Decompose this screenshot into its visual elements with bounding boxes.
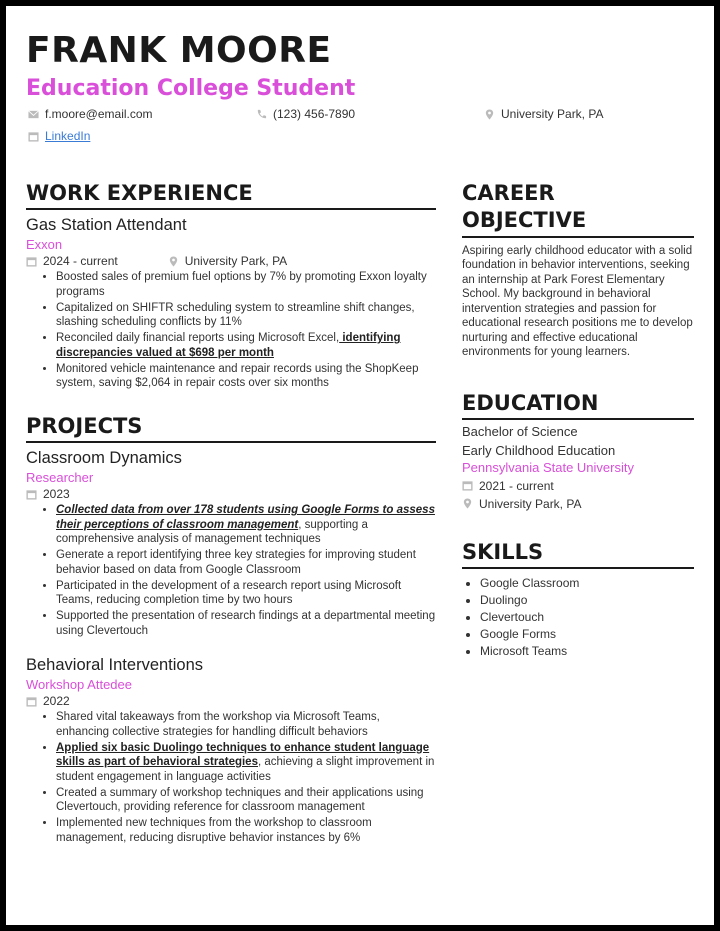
list-item: • Participated in the development of a research report using Microsoft Teams, reducing completion time by two hours (56, 579, 436, 608)
job-dates: 2024 - current (43, 254, 118, 269)
envelope-icon (28, 109, 39, 120)
bullet-text: , supporting a comprehensive analysis of management techniques (56, 518, 368, 546)
list-item: • Capitalized on SHIFTR scheduling system to streamline shift changes, slashing scheduling conflicts by 11% (56, 301, 436, 330)
skill-item: • Google Forms (480, 626, 694, 643)
email-text: f.moore@email.com (45, 107, 153, 121)
list-item: • Generate a report identifying three key strategies for improving student behavior based on data from Google Classroom (56, 548, 436, 577)
job-meta (26, 254, 436, 268)
calendar-icon (26, 256, 37, 267)
location-pin-icon (462, 498, 473, 509)
bullet-highlight: Collected data from over 178 students using Google Forms to assess their perceptions of classroom management (56, 504, 435, 531)
list-item (56, 503, 436, 547)
field-of-study: Early Childhood Education (462, 442, 616, 458)
calendar-icon (462, 480, 473, 491)
work-experience-heading: WORK EXPERIENCE (26, 180, 436, 210)
calendar-icon (26, 489, 37, 500)
project-bullets (26, 503, 436, 638)
project-role: Workshop Attedee (26, 677, 132, 693)
job-title: Gas Station Attendant (26, 216, 187, 235)
education-location-text: University Park, PA (479, 496, 582, 511)
list-item: • Created a summary of workshop techniques and their applications using Clevertouch, providing reference for classroom management (56, 786, 436, 815)
list-item (56, 331, 436, 360)
list-item: • Implemented new techniques from the workshop to classroom management, reducing disruptive behavior instances by 6% (56, 816, 436, 845)
left-column (26, 180, 436, 847)
bullet-text: Reconciled daily financial reports using Microsoft Excel, (56, 332, 340, 345)
bullet-text: , achieving a slight improvement in student engagement in language activities (56, 756, 435, 783)
resume-page (6, 6, 714, 925)
education-dates (462, 479, 694, 493)
project-bullets (26, 710, 436, 845)
location-pin-icon (484, 109, 495, 120)
degree: Bachelor of Science (462, 423, 578, 439)
list-item (56, 741, 436, 785)
education-dates-text: 2021 - current (479, 478, 554, 493)
candidate-name: FRANK MOORE (26, 30, 332, 71)
list-item: • Monitored vehicle maintenance and repair records using the ShopKeep system, saving $2,064 in repair costs over six months (56, 362, 436, 391)
projects-heading: PROJECTS (26, 413, 436, 443)
skills-heading: SKILLS (462, 539, 694, 569)
skill-item: • Microsoft Teams (480, 643, 694, 660)
job-bullets (26, 270, 436, 391)
heading-line: OBJECTIVE (462, 208, 587, 233)
objective-text: Aspiring early childhood educator with a solid foundation in behavior interventions, seeking an internship at Park Forest Elementary School. My background in behavioral intervention strategies and passion for educational research positions me to develop nurturing and effective educational environments for young learners. (462, 244, 693, 359)
location-pin-icon (168, 256, 179, 267)
calendar-icon (28, 131, 39, 142)
education-heading: EDUCATION (462, 390, 694, 420)
project-year: 2022 (43, 694, 70, 709)
list-item: • Shared vital takeaways from the workshop via Microsoft Teams, enhancing collective strategies for handling difficult behaviors (56, 710, 436, 739)
project-meta (26, 694, 436, 708)
project-meta (26, 487, 436, 501)
phone-icon (256, 109, 267, 120)
linkedin-link[interactable]: LinkedIn (45, 129, 91, 143)
project-role: Researcher (26, 470, 94, 486)
heading-line: CAREER (462, 181, 555, 205)
project-year: 2023 (43, 487, 70, 502)
phone-text: (123) 456-7890 (273, 107, 356, 121)
calendar-icon (26, 696, 37, 707)
contact-email (28, 107, 153, 121)
job-location: University Park, PA (184, 254, 288, 269)
project-title: Behavioral Interventions (26, 656, 204, 675)
list-item: • Supported the presentation of research findings at a departmental meeting using Clevertouch (56, 609, 436, 638)
skill-item: • Google Classroom (480, 575, 694, 592)
company-name: Exxon (26, 237, 63, 253)
skill-item: • Duolingo (480, 592, 694, 609)
location-text: University Park, PA (501, 107, 604, 121)
contact-linkedin (28, 129, 90, 143)
bullet-highlight: Applied six basic Duolingo techniques to enhance student language skills as part of behavioral strategies (56, 741, 430, 769)
project-title: Classroom Dynamics (26, 449, 182, 468)
skill-item: • Clevertouch (480, 609, 694, 626)
career-objective-heading (462, 180, 694, 238)
contact-location (484, 107, 603, 121)
skills-list (462, 575, 694, 660)
contact-phone (256, 107, 355, 121)
bullet-highlight: identifying discrepancies valued at $698 per month (56, 332, 401, 359)
candidate-title: Education College Student (26, 76, 356, 101)
right-column (462, 180, 694, 660)
school-name: Pennsylvania State University (462, 459, 634, 475)
education-location (462, 497, 694, 511)
list-item: • Boosted sales of premium fuel options by 7% by promoting Exxon loyalty programs (56, 270, 436, 299)
